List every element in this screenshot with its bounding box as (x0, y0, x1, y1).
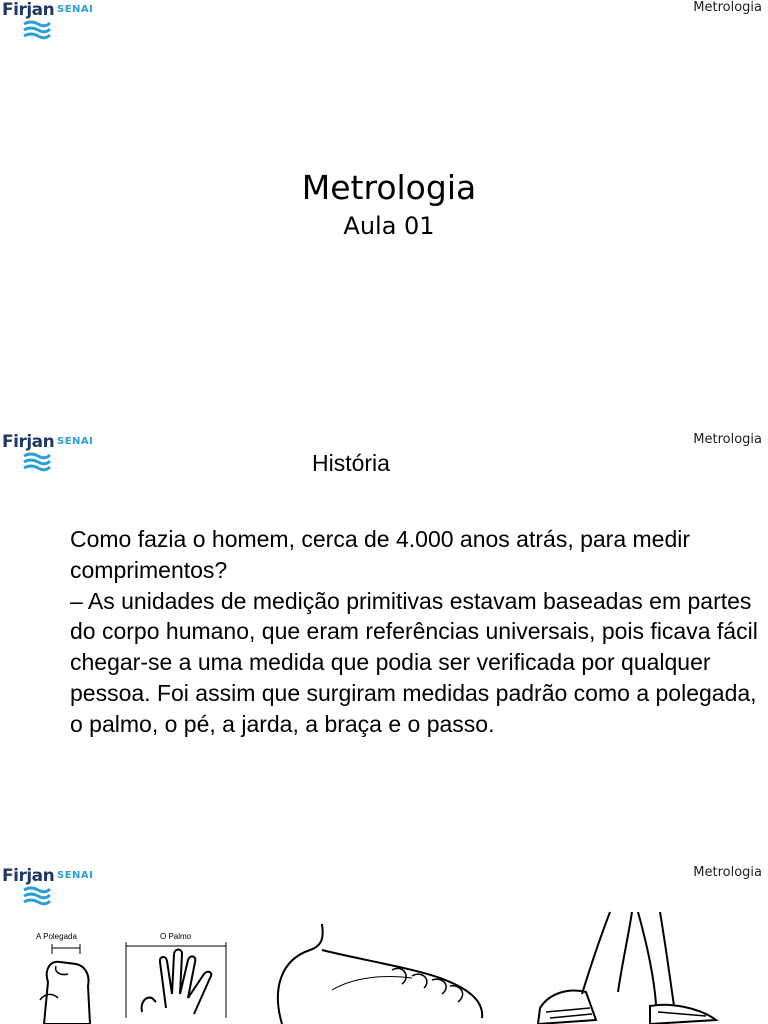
palm-illustration (122, 942, 232, 1024)
label-polegada: A Polegada (36, 932, 77, 941)
logo-sub-text: SENAI (57, 4, 94, 15)
logo-waves-icon (22, 18, 52, 40)
slide-title-subtitle: Aula 01 (343, 212, 435, 240)
thumb-illustration (30, 942, 110, 1024)
firjan-senai-logo (2, 0, 112, 44)
slide-medidas (0, 860, 768, 1024)
firjan-senai-logo (2, 866, 112, 910)
step-illustration (530, 908, 730, 1024)
slide-title (0, 0, 768, 410)
logo-brand-text: Firjan (2, 866, 55, 886)
header-course-label: Metrologia (693, 0, 762, 15)
body-text (70, 524, 760, 740)
slide-historia (0, 428, 768, 828)
logo-brand-text: Firjan (2, 432, 55, 452)
logo-brand-text: Firjan (2, 0, 55, 20)
body-answer: – As unidades de medição primitivas estavam baseadas em partes do corpo humano, que eram referências universais, pois ficava fácil chegar-se a uma medida que podia ser verificada por qualquer pessoa. Foi assim que surgiram medidas padrão como a polegada, o palmo, o pé, a jarda, a braça e o passo. (70, 587, 758, 737)
logo-waves-icon (22, 884, 52, 906)
firjan-senai-logo (2, 432, 112, 476)
logo-waves-icon (22, 450, 52, 472)
logo-sub-text: SENAI (57, 436, 94, 447)
header-course-label: Metrologia (693, 432, 762, 447)
slide-title-main: Metrologia (301, 168, 477, 207)
foot-illustration (262, 920, 492, 1024)
body-question: Como fazia o homem, cerca de 4.000 anos atrás, para medir comprimentos? (70, 526, 691, 583)
section-title: História (312, 450, 390, 476)
logo-sub-text: SENAI (57, 870, 94, 881)
header-course-label: Metrologia (693, 865, 762, 880)
label-palmo: O Palmo (160, 932, 192, 941)
